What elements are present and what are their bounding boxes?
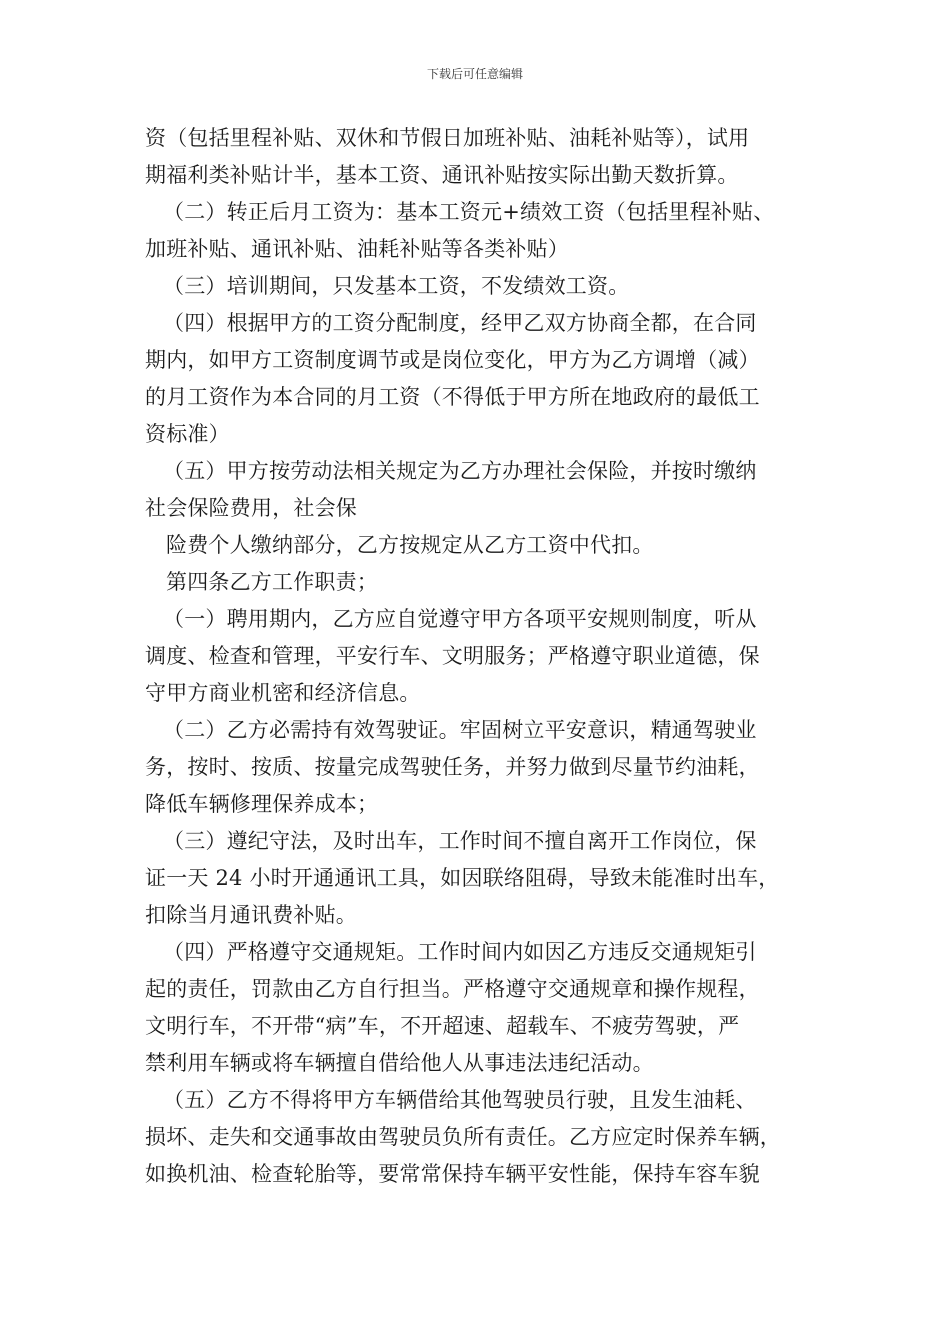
- paragraph-line: 期福利类补贴计半，基本工资、通讯补贴按实际出勤天数折算。: [145, 163, 739, 187]
- paragraph-line: 证一天 24 小时开通通讯工具，如因联络阻碍，导致未能准时出车，: [145, 866, 780, 890]
- paragraph-line: 社会保险费用，社会保: [145, 496, 357, 520]
- paragraph-line: （五）甲方按劳动法相关规定为乙方办理社会保险，并按时缴纳: [163, 459, 757, 483]
- section-heading: 第四条乙方工作职责；: [166, 570, 378, 594]
- paragraph-line: 降低车辆修理保养成本；: [145, 792, 379, 816]
- paragraph-line: 资标准）: [145, 422, 230, 446]
- paragraph-line: 的月工资作为本合同的月工资（不得低于甲方所在地政府的最低工: [145, 385, 760, 409]
- paragraph-line: （二）乙方必需持有效驾驶证。牢固树立平安意识，精通驾驶业: [163, 718, 757, 742]
- paragraph-line: 起的责任，罚款由乙方自行担当。严格遵守交通规章和操作规程，: [145, 977, 760, 1001]
- paragraph-line: （五）乙方不得将甲方车辆借给其他驾驶员行驶，且发生油耗、: [163, 1088, 757, 1112]
- paragraph-line: 扣除当月通讯费补贴。: [145, 903, 357, 927]
- paragraph-line: （三）遵纪守法，及时出车，工作时间不擅自离开工作岗位，保: [163, 829, 757, 853]
- paragraph-line: （三）培训期间，只发基本工资，不发绩效工资。: [163, 274, 630, 298]
- paragraph-line: 守甲方商业机密和经济信息。: [145, 681, 421, 705]
- paragraph-line: 调度、检查和管理，平安行车、文明服务；严格遵守职业道德，保: [145, 644, 760, 668]
- paragraph-line: 如换机油、检查轮胎等，要常常保持车辆平安性能，保持车容车貌: [145, 1162, 760, 1186]
- paragraph-line: （四）严格遵守交通规矩。工作时间内如因乙方违反交通规矩引: [163, 940, 757, 964]
- paragraph-line: （一）聘用期内，乙方应自觉遵守甲方各项平安规则制度，听从: [163, 607, 757, 631]
- paragraph-line: 务，按时、按质、按量完成驾驶任务，并努力做到尽量节约油耗，: [145, 755, 760, 779]
- paragraph-line: 文明行车，不开带“病”车，不开超速、超载车、不疲劳驾驶，严: [145, 1014, 740, 1038]
- paragraph-line: 加班补贴、通讯补贴、油耗补贴等各类补贴）: [145, 237, 569, 261]
- paragraph-line: （二）转正后月工资为：基本工资元+绩效工资（包括里程补贴、: [163, 200, 775, 224]
- page-header-note: 下载后可任意编辑: [426, 67, 523, 81]
- paragraph-line: 险费个人缴纳部分，乙方按规定从乙方工资中代扣。: [166, 533, 654, 557]
- paragraph-line: 期内，如甲方工资制度调节或是岗位变化，甲方为乙方调增（减）: [145, 348, 760, 372]
- paragraph-line: 禁利用车辆或将车辆擅自借给他人从事违法违纪活动。: [145, 1051, 654, 1075]
- paragraph-line: 损坏、走失和交通事故由驾驶员负所有责任。乙方应定时保养车辆，: [145, 1125, 781, 1149]
- paragraph-line: 资（包括里程补贴、双休和节假日加班补贴、油耗补贴等），试用: [145, 126, 750, 150]
- paragraph-line: （四）根据甲方的工资分配制度，经甲乙双方协商全都，在合同: [163, 311, 757, 335]
- document-body: [145, 120, 813, 1193]
